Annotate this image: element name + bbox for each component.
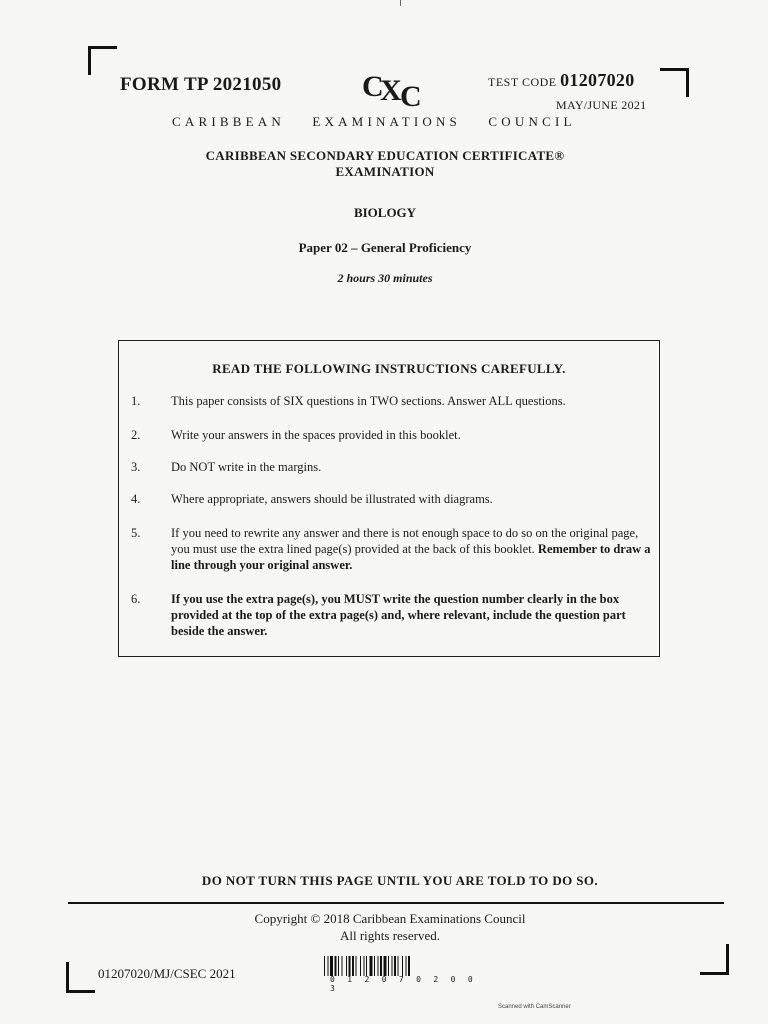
corner-mark-top-left [88,46,117,75]
instruction-number: 1. [131,394,141,408]
test-code-label: TEST CODE [488,75,557,89]
barcode-bar [378,956,379,976]
barcode-icon [324,956,484,976]
barcode-bar [356,956,357,976]
barcode-bar [364,956,365,976]
test-code-value: 01207020 [560,70,635,90]
certificate-line-1: CARIBBEAN SECONDARY EDUCATION CERTIFICATE® [205,148,565,163]
duration: 2 hours 30 minutes [337,271,433,285]
corner-mark-bottom-left [66,962,95,993]
copyright-line-2: All rights reserved. [339,928,440,943]
form-id: FORM TP 2021050 [120,74,282,95]
barcode-bar [328,956,329,976]
divider [68,902,724,904]
barcode-bar [408,956,410,976]
council-name: CARIBBEAN EXAMINATIONS COUNCIL [172,114,576,129]
barcode-bar [394,956,396,976]
corner-mark-top-right [660,68,689,97]
barcode-bar [335,956,337,976]
do-not-turn-notice: DO NOT TURN THIS PAGE UNTIL YOU ARE TOLD TO DO SO. [201,873,599,888]
copyright-line-1: Copyright © 2018 Caribbean Examinations Council [254,911,526,926]
cxc-logo-icon [360,66,428,110]
paper-code: 01207020/MJ/CSEC 2021 [98,966,236,981]
barcode-bar [330,956,333,976]
instruction-text-bold: If you use the extra page(s), you MUST write the question number clearly in the box provided at the top of the extra page(s) and, where relevant, include the question part beside the answer. [171,592,626,638]
barcode-bar [392,956,393,976]
paper-title: Paper 02 – General Proficiency [298,240,472,255]
subject-title: BIOLOGY [353,205,417,220]
svg-text:C: C [362,70,384,103]
barcode-digits: 0 1 2 0 7 0 2 0 0 3 [330,975,477,993]
barcode-bar [406,956,407,976]
barcode-bar [374,956,375,976]
instruction-text: Do NOT write in the margins. [171,460,322,474]
barcode-bar [338,956,339,976]
barcode-bar [352,956,354,976]
barcode-bar [402,956,403,976]
instruction-text: Write your answers in the spaces provided in this booklet. [171,428,461,442]
barcode-bar [349,956,351,976]
barcode-bar [398,956,399,976]
instructions-box [118,340,660,657]
instruction-number: 6. [131,592,141,606]
certificate-title [150,148,620,180]
barcode-bar [346,956,347,976]
barcode-bar [388,956,389,976]
barcode-bar [380,956,382,976]
instruction-number: 5. [131,526,141,540]
instruction-text: This paper consists of SIX questions in TWO sections. Answer ALL questions. [171,394,566,408]
test-code [488,70,635,91]
instruction-text [171,525,651,573]
instruction-number: 3. [131,460,141,474]
scanner-watermark: Scanned with CamScanner [498,1004,571,1010]
instruction-text: Where appropriate, answers should be illustrated with diagrams. [171,492,493,506]
instruction-number: 4. [131,492,141,506]
exam-session: MAY/JUNE 2021 [556,98,647,112]
barcode-bar [324,956,325,976]
instruction-text-bold: Remember to draw a line through your original answer. [171,542,651,572]
scan-mark [400,0,401,6]
barcode-bar [360,956,361,976]
svg-text:X: X [380,74,402,107]
barcode-bar [342,956,343,976]
barcode-bar [370,956,373,976]
copyright [220,910,560,944]
certificate-line-2: EXAMINATION [335,164,435,179]
instructions-heading: READ THE FOLLOWING INSTRUCTIONS CAREFULLY. [212,361,566,376]
corner-mark-bottom-right [700,944,729,975]
svg-text:C: C [400,80,422,110]
instruction-text-plain: If you need to rewrite any answer and there is not enough space to do so on the original page, you must use the extra lined page(s) provided at the back of this booklet. [171,526,639,556]
instruction-number: 2. [131,428,141,442]
barcode-bar [384,956,387,976]
barcode-bar [366,956,367,976]
